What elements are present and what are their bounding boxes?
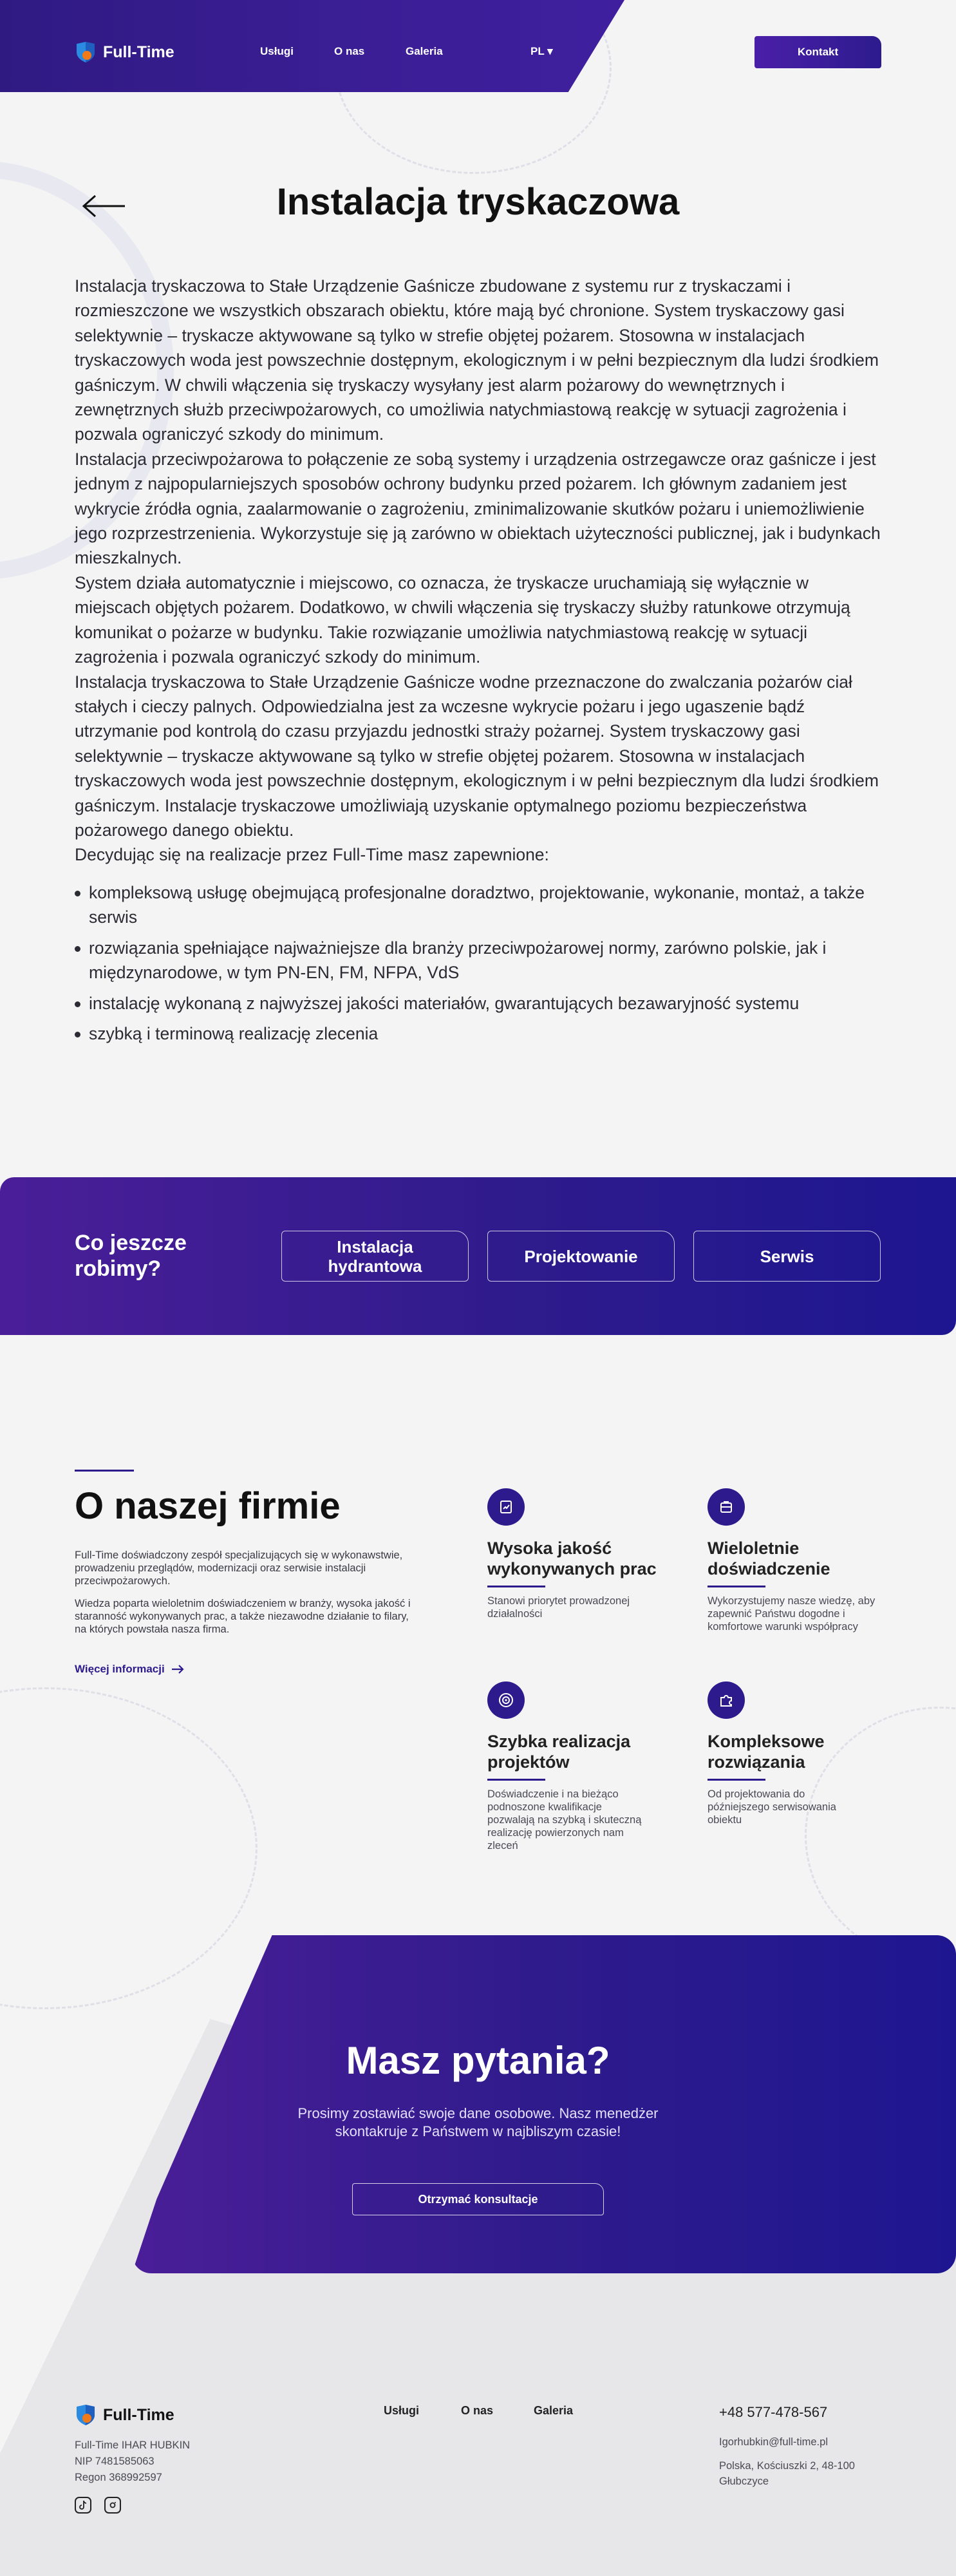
footer-nav-galeria[interactable]: Galeria xyxy=(534,2404,574,2417)
feature-desc: Doświadczenie i na bieżąco podnoszone kwalifikacje pozwalają na szybką i skuteczną realizację powierzonych nam zleceń xyxy=(487,1788,642,1852)
header-logo[interactable] xyxy=(75,41,174,63)
list-item: rozwiązania spełniające najważniejsze dla branży przeciwpożarowej normy, zarówno polskie, jak i międzynarodowe, w tym PN-EN, FM, NFPA, VdS xyxy=(75,936,881,985)
article-paragraph: System działa automatycznie i miejscowo, co oznacza, że tryskacze uruchamiają się wyłącznie w miejscach objętych pożarem. Dodatkowo, w chwili włączenia się tryskaczy służby ratunkowe otrzymują komunikat o pożarze w budynku. Takie rozwiązanie umożliwia natychmiastową reakcję w sytuacji zagrożenia i pozwala ograniczyć szkody do minimum. xyxy=(75,573,850,667)
footer-nav-uslugi[interactable]: Usługi xyxy=(384,2404,420,2417)
footer-nav-o-nas[interactable]: O nas xyxy=(461,2404,494,2417)
page-title: Instalacja tryskaczowa xyxy=(276,181,680,223)
nav-uslugi[interactable]: Usługi xyxy=(260,45,294,57)
service-maintenance-button[interactable]: Serwis xyxy=(693,1231,881,1282)
logo-text: Full-Time xyxy=(103,2405,174,2424)
company-name: Full-Time IHAR HUBKIN xyxy=(75,2439,191,2451)
article-body xyxy=(75,274,881,867)
list-item: szybką i terminową realizację zlecenia xyxy=(75,1021,881,1046)
article-paragraph: Instalacja przeciwpożarowa to połączenie ze sobą systemy i urządzenia ostrzegawcze oraz gaśnicze i jest jednym z najpopularniejszych sposobów ochrony budynku przed pożarem. Ich głównym zadaniem jest wykrycie źródła ognia, zaalarmowanie o zagrożeniu, zminimalizowanie skutków pożaru i uniemożliwienie jego rozprzestrzenienia. Wykorzystuje się ją zarówno w obiektach użyteczności publicznej, jak i budynkach mieszkalnych. xyxy=(75,449,881,568)
band-title: Co jeszcze robimy? xyxy=(75,1231,187,1281)
instagram-icon[interactable] xyxy=(104,2497,121,2514)
list-item: kompleksową usługę obejmującą profesjonalne doradztwo, projektowanie, wykonanie, montaż, a także serwis xyxy=(75,880,881,930)
footer-logo[interactable] xyxy=(75,2404,174,2426)
article-paragraph: Instalacja tryskaczowa to Stałe Urządzenie Gaśnicze wodne przeznaczone do zwalczania pożarów ciał stałych i cieczy palnych. Odpowiedzialna jest za wczesne wykrycie pożaru i jego ugaszenie bądź utrzymanie pod kontrolą do czasu przyjazdu jednostki straży pożarnej. System tryskaczowy gasi selektywnie – tryskacze aktywowane są tylko w strefie objętej pożarem. Stosowna w instalacjach tryskaczowych woda jest powszechnie dostępnym, ekologicznym i w pełni bezpiecznym dla ludzi środkiem gaśniczym. Instalacje tryskaczowe umożliwiają uzyskanie optymalnego poziomu bezpieczeństwa pożarowego danego obiektu. xyxy=(75,672,879,840)
logo-text: Full-Time xyxy=(103,43,174,61)
target-icon xyxy=(487,1681,525,1719)
more-info-link[interactable] xyxy=(75,1663,184,1676)
more-info-label: Więcej informacji xyxy=(75,1663,165,1675)
section-divider xyxy=(75,1470,134,1472)
contact-button[interactable]: Kontakt xyxy=(754,36,881,68)
quality-icon xyxy=(487,1488,525,1526)
questions-subtitle: Prosimy zostawiać swoje dane osobowe. Nasz menedżer skontakruje z Państwem w najbliszym czasie! xyxy=(297,2105,659,2139)
about-paragraph: Full-Time doświadczony zespół specjalizujących się w wykonawstwie, prowadzeniu przeglądów, modernizacji oraz serwisie instalacji przeciwpożarowych. xyxy=(75,1549,403,1587)
experience-icon xyxy=(708,1488,745,1526)
consultation-button[interactable]: Otrzymać konsultacje xyxy=(352,2183,604,2215)
arrow-right-icon xyxy=(171,1665,184,1674)
decor-ring xyxy=(0,1687,258,2009)
questions-title: Masz pytania? xyxy=(346,2039,610,2082)
logo-shield-icon xyxy=(75,41,97,63)
footer-phone[interactable]: +48 577-478-567 xyxy=(719,2404,828,2420)
article-paragraph: Instalacja tryskaczowa to Stałe Urządzenie Gaśnicze zbudowane z systemu rur z tryskaczami i rozmieszczone we wszystkich obszarach obiektu, które mają być chronione. System tryskaczowy gasi selektywnie – tryskacze aktywowane są tylko w strefie objętej pożarem. Stosowna w instalacjach tryskaczowych woda jest powszechnie dostępnym, ekologicznym i w pełni bezpiecznym dla ludzi środkiem gaśniczym. W chwili włączenia się tryskaczy wysyłany jest alarm pożarowy do wewnętrznych i zewnętrznych służb przeciwpożarowych, co umożliwia natychmiastową reakcję w sytuacji zagrożenia i pozwala ograniczyć szkody do minimum. xyxy=(75,276,879,444)
feature-underline xyxy=(708,1586,765,1587)
socials xyxy=(75,2497,121,2514)
feature-underline xyxy=(708,1779,765,1781)
feature-underline xyxy=(487,1586,545,1587)
company-regon: Regon 368992597 xyxy=(75,2472,162,2483)
nav-o-nas[interactable]: O nas xyxy=(334,45,365,57)
feature-title: Kompleksowe rozwiązania xyxy=(708,1732,825,1772)
feature-title: Wysoka jakość wykonywanych prac xyxy=(487,1539,657,1578)
language-selector[interactable]: PL ▾ xyxy=(530,45,553,57)
feature-title: Szybka realizacja projektów xyxy=(487,1732,631,1772)
feature-title: Wieloletnie doświadczenie xyxy=(708,1539,830,1578)
article-paragraph: Decydując się na realizacje przez Full-Time masz zapewnione: xyxy=(75,845,549,865)
feature-desc: Od projektowania do późniejszego serwisowania obiektu xyxy=(708,1788,836,1826)
benefits-list xyxy=(75,880,881,1052)
footer-address: Polska, Kościuszki 2, 48-100 Głubczyce xyxy=(719,2460,855,2487)
footer-email[interactable]: Igorhubkin@full-time.pl xyxy=(719,2436,828,2448)
puzzle-icon xyxy=(708,1681,745,1719)
logo-shield-icon xyxy=(75,2404,97,2426)
feature-desc: Wykorzystujemy nasze wiedzę, aby zapewnić Państwu dogodne i komfortowe warunki współpracy xyxy=(708,1595,876,1633)
service-hydrant-button[interactable]: Instalacja hydrantowa xyxy=(281,1231,469,1282)
about-paragraph: Wiedza poparta wieloletnim doświadczeniem w branży, wysoka jakość i staranność wykonywanych prac, a także niezawodne działanie to filary, na których powstała nasza firma. xyxy=(75,1598,411,1635)
tiktok-icon[interactable] xyxy=(75,2497,91,2514)
list-item: instalację wykonaną z najwyższej jakości materiałów, gwarantujących bezawaryjność systemu xyxy=(75,991,881,1016)
nav-galeria[interactable]: Galeria xyxy=(406,45,443,57)
company-nip: NIP 7481585063 xyxy=(75,2456,155,2467)
service-design-button[interactable]: Projektowanie xyxy=(487,1231,675,1282)
feature-underline xyxy=(487,1779,545,1781)
about-title: O naszej firmie xyxy=(75,1485,341,1527)
feature-desc: Stanowi priorytet prowadzonej działalności xyxy=(487,1595,630,1620)
